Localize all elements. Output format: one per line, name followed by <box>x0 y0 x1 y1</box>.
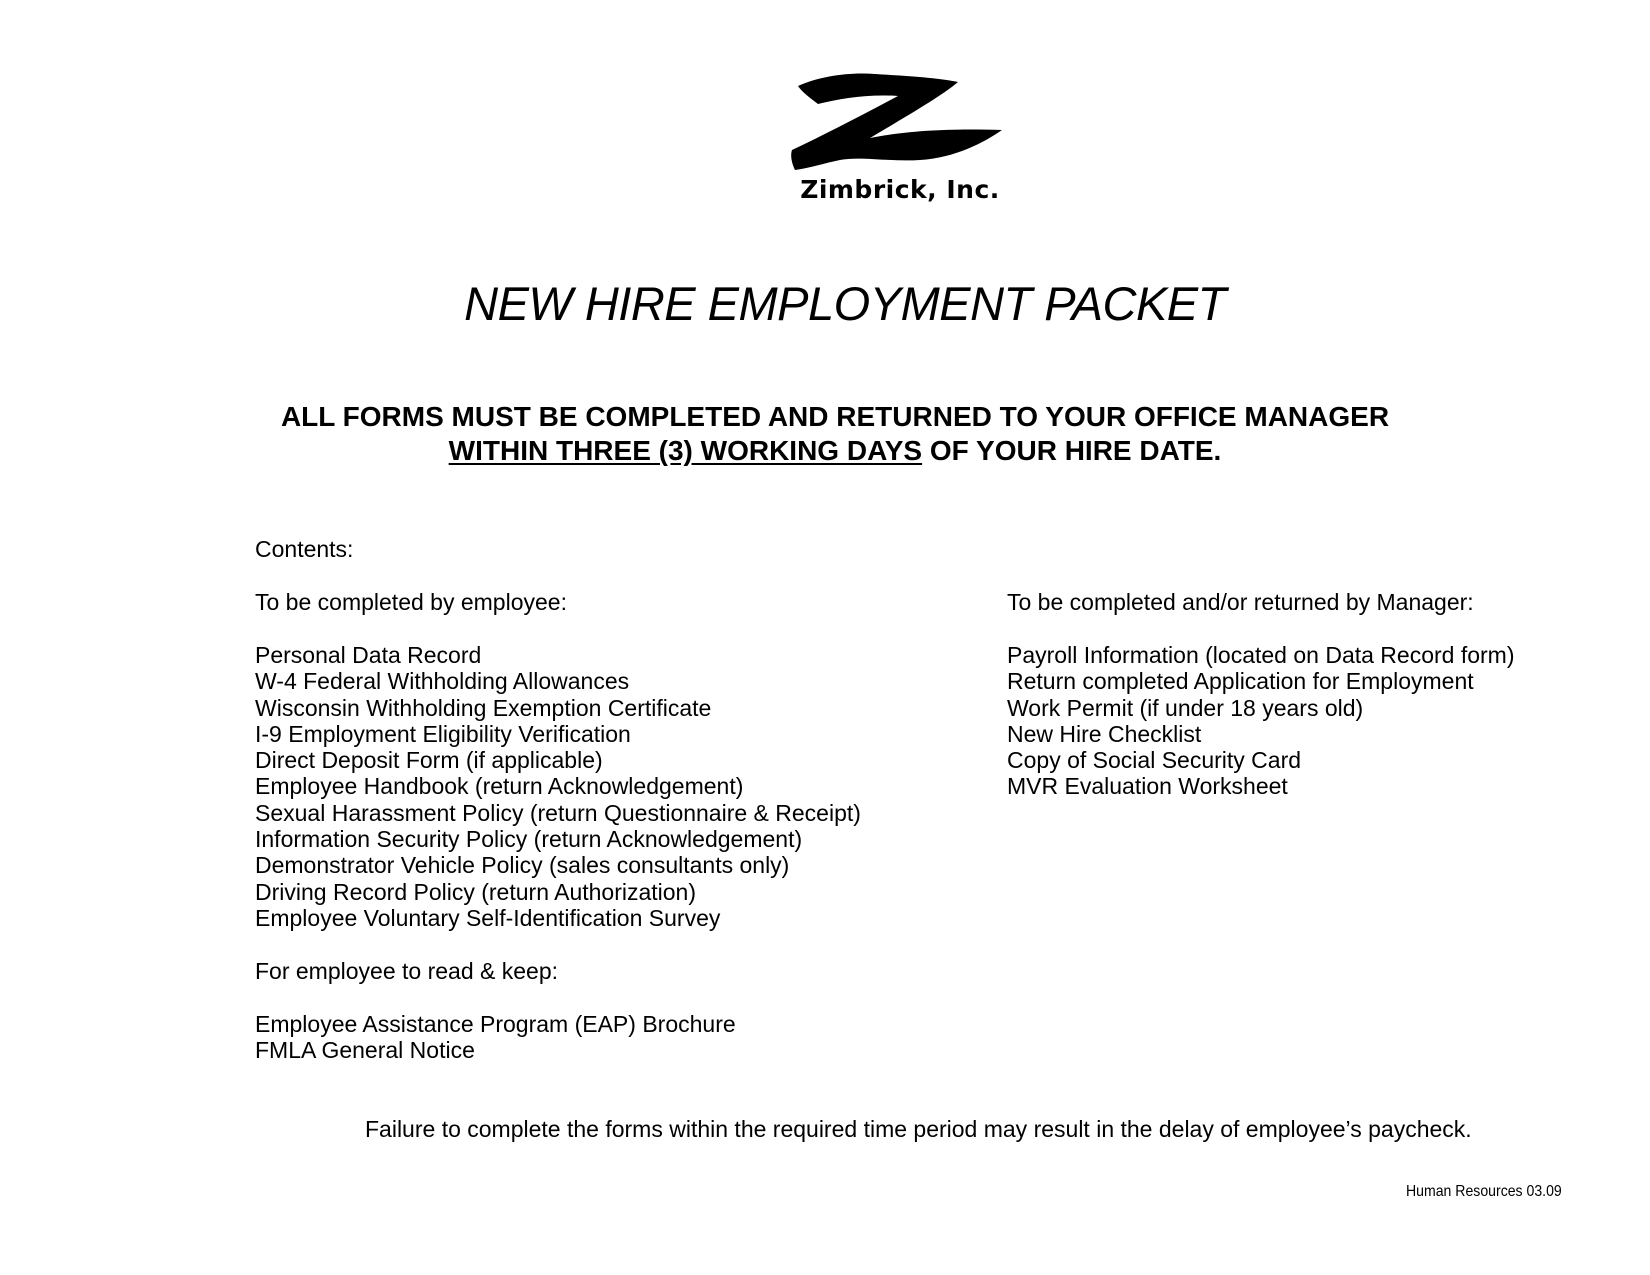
paycheck-delay-warning: Failure to complete the forms within the required time period may result in the delay of employee’s paycheck. <box>365 1116 1472 1142</box>
document-revision-tag: Human Resources 03.09 <box>1406 1183 1562 1200</box>
list-item: Sexual Harassment Policy (return Questionnaire & Receipt) <box>255 799 861 826</box>
list-item: Information Security Policy (return Acknowledgement) <box>255 826 803 853</box>
list-item: Wisconsin Withholding Exemption Certificate <box>255 694 712 721</box>
list-item: Work Permit (if under 18 years old) <box>1007 694 1364 721</box>
notice-line-2-rest: OF YOUR HIRE DATE. <box>922 435 1222 466</box>
list-item: Employee Assistance Program (EAP) Brochure <box>255 1011 736 1037</box>
notice-line-2 <box>0 434 1650 468</box>
list-item: Copy of Social Security Card <box>1007 747 1302 774</box>
list-item: Employee Handbook (return Acknowledgement) <box>255 773 744 800</box>
list-item: New Hire Checklist <box>1007 720 1202 747</box>
company-logo <box>780 70 1020 215</box>
list-item: Demonstrator Vehicle Policy (sales consultants only) <box>255 852 790 879</box>
list-item: Driving Record Policy (return Authorization) <box>255 878 697 905</box>
employee-section-heading: To be completed by employee: <box>255 589 567 615</box>
list-item: Payroll Information (located on Data Record form) <box>1007 642 1515 668</box>
list-item: Return completed Application for Employment <box>1007 668 1474 695</box>
keep-forms-list <box>255 1011 736 1064</box>
company-name: Zimbrick, Inc. <box>800 175 1000 204</box>
deadline-notice <box>0 400 1650 468</box>
list-item: I-9 Employment Eligibility Verification <box>255 720 631 747</box>
list-item: MVR Evaluation Worksheet <box>1007 773 1288 800</box>
employee-forms-list <box>255 642 861 931</box>
list-item: W-4 Federal Withholding Allowances <box>255 668 630 695</box>
list-item: Direct Deposit Form (if applicable) <box>255 747 603 774</box>
page-title: NEW HIRE EMPLOYMENT PACKET <box>464 277 1226 330</box>
list-item: FMLA General Notice <box>255 1037 475 1064</box>
notice-deadline-underlined: WITHIN THREE (3) WORKING DAYS <box>448 435 923 466</box>
list-item: Personal Data Record <box>255 642 482 668</box>
contents-label: Contents: <box>255 536 354 562</box>
list-item: Employee Voluntary Self-Identification Survey <box>255 904 721 931</box>
notice-line-1: ALL FORMS MUST BE COMPLETED AND RETURNED TO YOUR OFFICE MANAGER <box>280 401 1390 432</box>
zimbrick-z-logo-icon <box>780 70 1020 180</box>
manager-section-heading: To be completed and/or returned by Manager: <box>1007 589 1474 615</box>
keep-section-heading: For employee to read & keep: <box>255 958 558 984</box>
manager-forms-list <box>1007 642 1515 800</box>
